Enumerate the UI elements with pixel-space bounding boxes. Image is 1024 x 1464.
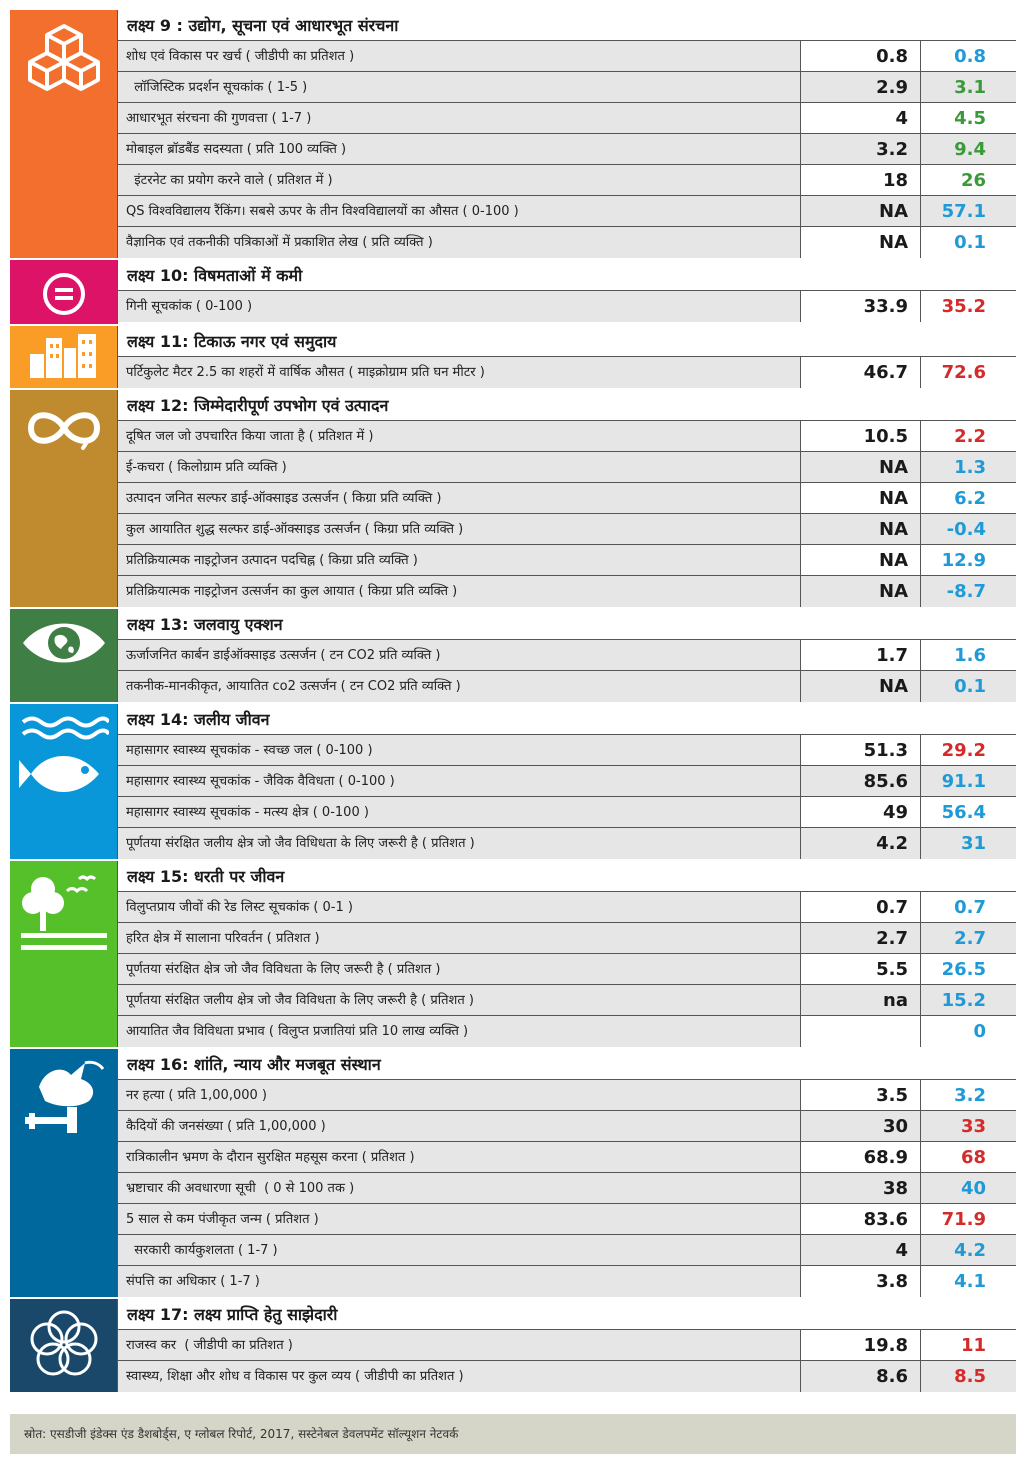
goal-section [10,861,1016,1049]
value-col-1: 51.3 [801,735,921,765]
value-col-1: 8.6 [801,1361,921,1392]
goal-section [10,1299,1016,1394]
goal-title: लक्ष्य 17: लक्ष्य प्राप्ति हेतु साझेदारी [118,1299,1016,1330]
indicator-label: आयातित जैव विविधता प्रभाव ( विलुप्त प्रजातियां प्रति 10 लाख व्यक्ति ) [118,1016,801,1047]
value-col-1: 3.5 [801,1080,921,1110]
goal-title: लक्ष्य 12: जिम्मेदारीपूर्ण उपभोग एवं उत्पादन [118,390,1016,421]
value-col-1: 33.9 [801,291,921,322]
goal-title: लक्ष्य 14: जलीय जीवन [118,704,1016,735]
goal-title: लक्ष्य 16: शांति, न्याय और मजबूत संस्थान [118,1049,1016,1080]
value-col-2: 4.1 [921,1266,1016,1297]
value-col-2: -8.7 [921,576,1016,607]
value-col-2: 2.2 [921,421,1016,451]
value-col-2: 0 [921,1016,1016,1047]
table-row [118,1204,1016,1235]
value-col-1: NA [801,576,921,607]
value-col-2: 40 [921,1173,1016,1203]
table-row [118,291,1016,322]
value-col-2: 1.3 [921,452,1016,482]
indicator-label: QS विश्वविद्यालय रैंकिंग। सबसे ऊपर के तीन विश्वविद्यालयों का औसत ( 0-100 ) [118,196,801,226]
value-col-1: 10.5 [801,421,921,451]
value-col-2: 35.2 [921,291,1016,322]
value-col-1: 3.8 [801,1266,921,1297]
goal-section [10,704,1016,861]
value-col-1: 85.6 [801,766,921,796]
value-col-1: 30 [801,1111,921,1141]
table-row [118,514,1016,545]
goal-section [10,326,1016,390]
indicator-label: कुल आयातित शुद्ध सल्फर डाई-ऑक्साइड उत्सर्जन ( किग्रा प्रति व्यक्ति ) [118,514,801,544]
value-col-2: 56.4 [921,797,1016,827]
goal-icon-cell [10,10,117,258]
table-row [118,892,1016,923]
indicator-label: पूर्णतया संरक्षित क्षेत्र जो जैव विविधता के लिए जरूरी है ( प्रतिशत ) [118,954,801,984]
indicator-label: राजस्व कर ( जीडीपी का प्रतिशत ) [118,1330,801,1360]
goal-icon-cell [10,260,117,324]
infinity-icon [21,398,107,458]
goal-title: लक्ष्य 15: धरती पर जीवन [118,861,1016,892]
goal-title: लक्ष्य 11: टिकाऊ नगर एवं समुदाय [118,326,1016,357]
indicator-label: ऊर्जाजनित कार्बन डाईऑक्साइड उत्सर्जन ( टन CO2 प्रति व्यक्ति ) [118,640,801,670]
value-col-2: 91.1 [921,766,1016,796]
value-col-1: 2.9 [801,72,921,102]
indicator-label: लॉजिस्टिक प्रदर्शन सूचकांक ( 1-5 ) [118,72,801,102]
value-col-2: 15.2 [921,985,1016,1015]
goal-title: लक्ष्य 10: विषमताओं में कमी [118,260,1016,291]
goal-icon-cell [10,704,117,859]
table-row [118,640,1016,671]
table-row [118,41,1016,72]
value-col-1: 2.7 [801,923,921,953]
table-row [118,985,1016,1016]
value-col-1: 0.8 [801,41,921,71]
goal-section [10,390,1016,609]
table-row [118,576,1016,607]
goal-icon-cell [10,1049,117,1297]
value-col-2: 11 [921,1330,1016,1360]
table-row [118,1173,1016,1204]
value-col-1: NA [801,452,921,482]
indicator-label: संपत्ति का अधिकार ( 1-7 ) [118,1266,801,1297]
table-row [118,227,1016,258]
table-row [118,452,1016,483]
table-row [118,421,1016,452]
indicator-label: नर हत्या ( प्रति 1,00,000 ) [118,1080,801,1110]
indicator-label: विलुप्तप्राय जीवों की रेड लिस्ट सूचकांक ( 0-1 ) [118,892,801,922]
value-col-1: 4.2 [801,828,921,859]
table-row [118,766,1016,797]
table-row [118,1235,1016,1266]
value-col-2: 12.9 [921,545,1016,575]
indicator-label: प्रतिक्रियात्मक नाइट्रोजन उत्सर्जन का कुल आयात ( किग्रा प्रति व्यक्ति ) [118,576,801,607]
indicator-label: महासागर स्वास्थ्य सूचकांक - मत्स्य क्षेत्र ( 0-100 ) [118,797,801,827]
value-col-1: 46.7 [801,357,921,388]
indicator-label: भ्रष्टाचार की अवधारणा सूची ( 0 से 100 तक ) [118,1173,801,1203]
value-col-1: 38 [801,1173,921,1203]
source-footer: स्रोत: एसडीजी इंडेक्स एंड डैशबोर्ड्स, ए ग्लोबल रिपोर्ट, 2017, सस्टेनेबल डेवलपमेंट सॉल्यूशन नेटवर्क [10,1414,1016,1454]
cubes-icon [19,18,109,108]
table-row [118,735,1016,766]
table-row [118,1266,1016,1297]
indicator-label: इंटरनेट का प्रयोग करने वाले ( प्रतिशत में ) [118,165,801,195]
goal-icon-cell [10,1299,117,1392]
indicator-label: हरित क्षेत्र में सालाना परिवर्तन ( प्रतिशत ) [118,923,801,953]
indicator-label: तकनीक-मानकीकृत, आयातित co2 उत्सर्जन ( टन CO2 प्रति व्यक्ति ) [118,671,801,702]
table-row [118,483,1016,514]
value-col-2: 6.2 [921,483,1016,513]
value-col-2: 9.4 [921,134,1016,164]
indicator-label: दूषित जल जो उपचारित किया जाता है ( प्रतिशत में ) [118,421,801,451]
value-col-1: NA [801,196,921,226]
tree-birds-icon [19,869,109,959]
value-col-1: 49 [801,797,921,827]
value-col-1: 3.2 [801,134,921,164]
value-col-2: 71.9 [921,1204,1016,1234]
goal-icon-cell [10,861,117,1047]
indicator-label: उत्पादन जनित सल्फर डाई-ऑक्साइड उत्सर्जन ( किग्रा प्रति व्यक्ति ) [118,483,801,513]
indicator-label: मोबाइल ब्रॉडबैंड सदस्यता ( प्रति 100 व्यक्ति ) [118,134,801,164]
table-row [118,1111,1016,1142]
value-col-1: NA [801,227,921,258]
goal-title: लक्ष्य 9 : उद्योग, सूचना एवं आधारभूत संरचना [118,10,1016,41]
fish-waves-icon [19,712,109,812]
table-row [118,196,1016,227]
value-col-2: 8.5 [921,1361,1016,1392]
goal-icon-cell [10,390,117,607]
table-row [118,1016,1016,1047]
value-col-1: 18 [801,165,921,195]
sdg-table [10,10,1016,1394]
goal-title: लक्ष्य 13: जलवायु एक्शन [118,609,1016,640]
indicator-label: स्वास्थ्य, शिक्षा और शोध व विकास पर कुल व्यय ( जीडीपी का प्रतिशत ) [118,1361,801,1392]
table-row [118,954,1016,985]
value-col-1 [801,1016,921,1047]
value-col-2: 26.5 [921,954,1016,984]
value-col-2: 33 [921,1111,1016,1141]
table-row [118,1330,1016,1361]
value-col-1: 19.8 [801,1330,921,1360]
goal-section [10,1049,1016,1299]
indicator-label: पर्टिकुलेट मैटर 2.5 का शहरों में वार्षिक औसत ( माइक्रोग्राम प्रति घन मीटर ) [118,357,801,388]
equality-icon [34,264,94,324]
value-col-2: 0.8 [921,41,1016,71]
value-col-2: 57.1 [921,196,1016,226]
table-row [118,103,1016,134]
indicator-label: वैज्ञानिक एवं तकनीकी पत्रिकाओं में प्रकाशित लेख ( प्रति व्यक्ति ) [118,227,801,258]
value-col-2: 72.6 [921,357,1016,388]
value-col-2: 0.7 [921,892,1016,922]
indicator-label: आधारभूत संरचना की गुणवत्ता ( 1-7 ) [118,103,801,133]
table-row [118,1361,1016,1392]
indicator-label: महासागर स्वास्थ्य सूचकांक - जैविक वैविधता ( 0-100 ) [118,766,801,796]
indicator-label: शोध एवं विकास पर खर्च ( जीडीपी का प्रतिशत ) [118,41,801,71]
table-row [118,923,1016,954]
table-row [118,1142,1016,1173]
indicator-label: 5 साल से कम पंजीकृत जन्म ( प्रतिशत ) [118,1204,801,1234]
value-col-2: 4.5 [921,103,1016,133]
value-col-1: 1.7 [801,640,921,670]
indicator-label: पूर्णतया संरक्षित जलीय क्षेत्र जो जैव विविधता के लिए जरूरी है ( प्रतिशत ) [118,985,801,1015]
value-col-2: -0.4 [921,514,1016,544]
value-col-2: 1.6 [921,640,1016,670]
value-col-1: 5.5 [801,954,921,984]
value-col-2: 3.2 [921,1080,1016,1110]
indicator-label: ई-कचरा ( किलोग्राम प्रति व्यक्ति ) [118,452,801,482]
indicator-label: रात्रिकालीन भ्रमण के दौरान सुरक्षित महसूस करना ( प्रतिशत ) [118,1142,801,1172]
value-col-2: 29.2 [921,735,1016,765]
value-col-1: NA [801,545,921,575]
value-col-2: 3.1 [921,72,1016,102]
table-row [118,545,1016,576]
indicator-label: प्रतिक्रियात्मक नाइट्रोजन उत्पादन पदचिह्न ( किग्रा प्रति व्यक्ति ) [118,545,801,575]
value-col-1: NA [801,514,921,544]
value-col-1: 4 [801,1235,921,1265]
indicator-label: पूर्णतया संरक्षित जलीय क्षेत्र जो जैव विधिधता के लिए जरूरी है ( प्रतिशत ) [118,828,801,859]
indicator-label: सरकारी कार्यकुशलता ( 1-7 ) [118,1235,801,1265]
indicator-label: महासागर स्वास्थ्य सूचकांक - स्वच्छ जल ( 0-100 ) [118,735,801,765]
goal-section [10,10,1016,260]
value-col-1: 4 [801,103,921,133]
indicator-label: गिनी सूचकांक ( 0-100 ) [118,291,801,322]
value-col-2: 0.1 [921,671,1016,702]
goal-section [10,609,1016,704]
city-buildings-icon [26,330,102,380]
value-col-1: 68.9 [801,1142,921,1172]
indicator-label: कैदियों की जनसंख्या ( प्रति 1,00,000 ) [118,1111,801,1141]
value-col-2: 31 [921,828,1016,859]
value-col-2: 26 [921,165,1016,195]
value-col-2: 0.1 [921,227,1016,258]
table-row [118,671,1016,702]
table-row [118,357,1016,388]
value-col-1: 0.7 [801,892,921,922]
goal-icon-cell [10,609,117,702]
goal-icon-cell [10,326,117,388]
goal-section [10,260,1016,326]
value-col-2: 2.7 [921,923,1016,953]
value-col-2: 4.2 [921,1235,1016,1265]
table-row [118,797,1016,828]
value-col-1: na [801,985,921,1015]
dove-gavel-icon [19,1057,109,1137]
value-col-1: 83.6 [801,1204,921,1234]
table-row [118,1080,1016,1111]
value-col-1: NA [801,671,921,702]
table-row [118,165,1016,196]
table-row [118,72,1016,103]
value-col-2: 68 [921,1142,1016,1172]
table-row [118,134,1016,165]
table-row [118,828,1016,859]
flower-rings-icon [24,1305,104,1385]
eye-globe-icon [19,615,109,671]
value-col-1: NA [801,483,921,513]
